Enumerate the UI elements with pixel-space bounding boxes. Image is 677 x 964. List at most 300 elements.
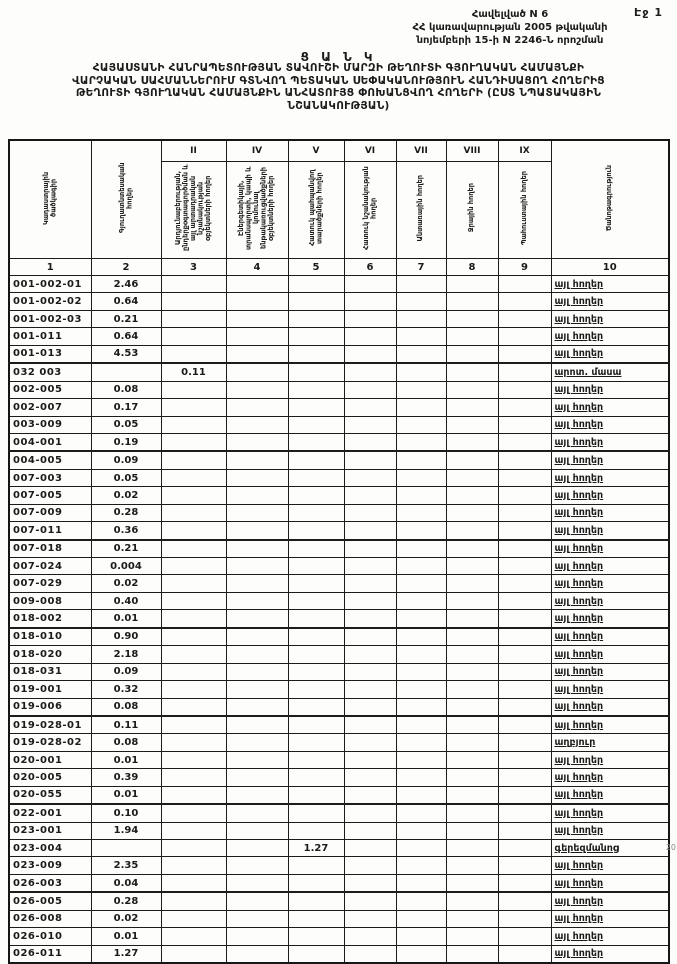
area-reserve-cell bbox=[498, 522, 551, 540]
area-reserve-cell bbox=[498, 416, 551, 433]
area-industrial-cell bbox=[161, 522, 226, 540]
area-energy-transport-cell bbox=[226, 451, 288, 469]
note-cell: այլ հողեր bbox=[551, 822, 669, 839]
area-industrial-cell bbox=[161, 328, 226, 345]
area-special-cell bbox=[344, 487, 396, 504]
note-cell: այլ հողեր bbox=[551, 786, 669, 804]
subtitle-line: ՀԱՅԱՍՏԱՆԻ ՀԱՆՐԱՊԵՏՈՒԹՅԱՆ ՏԱՎՈՒՇԻ ՄԱՐԶԻ ԹԵՂՈՒՏԻ ԳՅՈՒՂԱԿԱՆ ՀԱՄԱՅՆՔԻ bbox=[92, 62, 585, 74]
note-cell: այլ հողեր bbox=[551, 276, 669, 293]
area-industrial-cell bbox=[161, 804, 226, 822]
area-energy-transport-cell bbox=[226, 558, 288, 575]
area-industrial-cell bbox=[161, 416, 226, 433]
area-reserve-cell bbox=[498, 804, 551, 822]
note-cell: այլ հողեր bbox=[551, 698, 669, 716]
cadastral-code-cell: 001-002-03 bbox=[9, 310, 91, 327]
area-water-cell bbox=[446, 416, 498, 433]
area-energy-transport-cell bbox=[226, 716, 288, 734]
table-row bbox=[9, 751, 669, 768]
area-reserve-cell bbox=[498, 769, 551, 786]
table-row bbox=[9, 610, 669, 628]
header-forest-lands bbox=[396, 162, 446, 259]
area-industrial-cell bbox=[161, 276, 226, 293]
area-forest-cell bbox=[396, 328, 446, 345]
column-number: 1 bbox=[9, 259, 91, 276]
note-cell: այլ հողեր bbox=[551, 522, 669, 540]
cadastral-code-cell: 026-003 bbox=[9, 874, 91, 892]
area-energy-transport-cell bbox=[226, 433, 288, 451]
table-row bbox=[9, 769, 669, 786]
cadastral-code-cell: 007-011 bbox=[9, 522, 91, 540]
note-cell: այլ հողեր bbox=[551, 345, 669, 363]
note-cell: այլ հողեր bbox=[551, 469, 669, 486]
note-cell: այլ հողեր bbox=[551, 804, 669, 822]
table-row bbox=[9, 822, 669, 839]
area-special-cell bbox=[344, 874, 396, 892]
area-energy-transport-cell bbox=[226, 328, 288, 345]
area-special-cell bbox=[344, 945, 396, 963]
area-energy-transport-cell bbox=[226, 910, 288, 927]
area-industrial-cell bbox=[161, 399, 226, 416]
header-cadastral-code bbox=[9, 140, 91, 259]
document-title: Ց Ա Ն Կ bbox=[300, 50, 377, 64]
area-reserve-cell bbox=[498, 328, 551, 345]
area-agricultural-cell: 0.32 bbox=[91, 681, 161, 698]
area-energy-transport-cell bbox=[226, 469, 288, 486]
area-protected-cell bbox=[288, 663, 344, 680]
area-water-cell bbox=[446, 345, 498, 363]
header-special-purpose-lands-label: Հատուկ նշանակության հողեր bbox=[361, 166, 377, 250]
table-row bbox=[9, 628, 669, 646]
cadastral-code-cell: 018-010 bbox=[9, 628, 91, 646]
area-industrial-cell bbox=[161, 610, 226, 628]
area-special-cell bbox=[344, 928, 396, 945]
area-reserve-cell bbox=[498, 840, 551, 857]
area-energy-transport-cell bbox=[226, 928, 288, 945]
area-industrial-cell bbox=[161, 910, 226, 927]
area-protected-cell bbox=[288, 892, 344, 910]
area-industrial-cell bbox=[161, 592, 226, 609]
area-water-cell bbox=[446, 558, 498, 575]
area-water-cell bbox=[446, 487, 498, 504]
table-row bbox=[9, 646, 669, 663]
area-forest-cell bbox=[396, 910, 446, 927]
note-cell: այլ հողեր bbox=[551, 558, 669, 575]
area-agricultural-cell: 0.39 bbox=[91, 769, 161, 786]
area-protected-cell bbox=[288, 928, 344, 945]
area-water-cell bbox=[446, 363, 498, 381]
area-energy-transport-cell bbox=[226, 857, 288, 874]
area-protected-cell bbox=[288, 751, 344, 768]
cadastral-code-cell: 009-008 bbox=[9, 592, 91, 609]
area-protected-cell bbox=[288, 399, 344, 416]
area-forest-cell bbox=[396, 487, 446, 504]
column-number: 10 bbox=[551, 259, 669, 276]
area-forest-cell bbox=[396, 646, 446, 663]
area-industrial-cell bbox=[161, 487, 226, 504]
area-water-cell bbox=[446, 840, 498, 857]
area-protected-cell bbox=[288, 628, 344, 646]
area-special-cell bbox=[344, 363, 396, 381]
table-row bbox=[9, 892, 669, 910]
table-row bbox=[9, 575, 669, 592]
area-reserve-cell bbox=[498, 540, 551, 558]
area-agricultural-cell: 0.01 bbox=[91, 928, 161, 945]
cadastral-code-cell: 003-009 bbox=[9, 416, 91, 433]
area-energy-transport-cell bbox=[226, 522, 288, 540]
table-row bbox=[9, 293, 669, 310]
area-forest-cell bbox=[396, 451, 446, 469]
area-water-cell bbox=[446, 716, 498, 734]
area-special-cell bbox=[344, 698, 396, 716]
area-protected-cell bbox=[288, 945, 344, 963]
area-forest-cell bbox=[396, 804, 446, 822]
roman-numeral-IV: IV bbox=[226, 140, 288, 162]
area-agricultural-cell: 0.01 bbox=[91, 751, 161, 768]
table-row bbox=[9, 734, 669, 751]
area-forest-cell bbox=[396, 416, 446, 433]
area-special-cell bbox=[344, 892, 396, 910]
area-water-cell bbox=[446, 681, 498, 698]
header-reserve-lands bbox=[498, 162, 551, 259]
area-water-cell bbox=[446, 504, 498, 521]
area-special-cell bbox=[344, 575, 396, 592]
area-energy-transport-cell bbox=[226, 540, 288, 558]
note-cell: այլ հողեր bbox=[551, 928, 669, 945]
area-water-cell bbox=[446, 734, 498, 751]
column-number: 8 bbox=[446, 259, 498, 276]
area-forest-cell bbox=[396, 363, 446, 381]
area-agricultural-cell: 0.11 bbox=[91, 716, 161, 734]
cadastral-code-cell: 007-018 bbox=[9, 540, 91, 558]
area-forest-cell bbox=[396, 751, 446, 768]
cadastral-code-cell: 020-001 bbox=[9, 751, 91, 768]
area-agricultural-cell: 0.10 bbox=[91, 804, 161, 822]
area-protected-cell bbox=[288, 522, 344, 540]
area-special-cell bbox=[344, 381, 396, 398]
area-forest-cell bbox=[396, 734, 446, 751]
header-agricultural-lands-label: Գյուղատնտեսական հողեր bbox=[117, 162, 133, 234]
note-cell: այլ հողեր bbox=[551, 540, 669, 558]
area-special-cell bbox=[344, 293, 396, 310]
table-row bbox=[9, 363, 669, 381]
header-notes-label: Ծանոթագրություն bbox=[605, 165, 613, 231]
area-agricultural-cell: 0.05 bbox=[91, 469, 161, 486]
roman-numeral-IX: IX bbox=[498, 140, 551, 162]
area-energy-transport-cell bbox=[226, 663, 288, 680]
area-industrial-cell bbox=[161, 469, 226, 486]
table-row bbox=[9, 487, 669, 504]
note-cell: այլ հողեր bbox=[551, 663, 669, 680]
area-protected-cell bbox=[288, 558, 344, 575]
table-row bbox=[9, 469, 669, 486]
area-forest-cell bbox=[396, 928, 446, 945]
cadastral-code-cell: 022-001 bbox=[9, 804, 91, 822]
area-reserve-cell bbox=[498, 433, 551, 451]
area-water-cell bbox=[446, 276, 498, 293]
table-row bbox=[9, 433, 669, 451]
area-energy-transport-cell bbox=[226, 592, 288, 609]
area-water-cell bbox=[446, 945, 498, 963]
area-forest-cell bbox=[396, 874, 446, 892]
table-row bbox=[9, 381, 669, 398]
area-reserve-cell bbox=[498, 734, 551, 751]
page-number-label: Էջ 1 bbox=[634, 6, 663, 19]
note-cell: արոտ. մասա bbox=[551, 363, 669, 381]
table-row bbox=[9, 558, 669, 575]
note-cell: այլ հողեր bbox=[551, 310, 669, 327]
note-cell: աղբյուր bbox=[551, 734, 669, 751]
area-agricultural-cell: 0.28 bbox=[91, 504, 161, 521]
area-industrial-cell bbox=[161, 857, 226, 874]
column-number-row bbox=[9, 259, 669, 276]
area-forest-cell bbox=[396, 469, 446, 486]
area-forest-cell bbox=[396, 504, 446, 521]
area-special-cell bbox=[344, 610, 396, 628]
area-water-cell bbox=[446, 540, 498, 558]
note-cell: այլ հողեր bbox=[551, 399, 669, 416]
area-reserve-cell bbox=[498, 504, 551, 521]
cadastral-code-cell: 019-001 bbox=[9, 681, 91, 698]
table-row bbox=[9, 910, 669, 927]
area-protected-cell bbox=[288, 769, 344, 786]
area-forest-cell bbox=[396, 786, 446, 804]
area-special-cell bbox=[344, 451, 396, 469]
area-agricultural-cell: 0.21 bbox=[91, 540, 161, 558]
area-industrial-cell bbox=[161, 310, 226, 327]
area-special-cell bbox=[344, 804, 396, 822]
area-agricultural-cell: 0.28 bbox=[91, 892, 161, 910]
area-water-cell bbox=[446, 786, 498, 804]
cadastral-code-cell: 019-028-02 bbox=[9, 734, 91, 751]
cadastral-code-cell: 023-009 bbox=[9, 857, 91, 874]
cadastral-code-cell: 007-024 bbox=[9, 558, 91, 575]
area-special-cell bbox=[344, 681, 396, 698]
area-protected-cell bbox=[288, 857, 344, 874]
table-row bbox=[9, 345, 669, 363]
cadastral-code-cell: 023-001 bbox=[9, 822, 91, 839]
note-cell: այլ հողեր bbox=[551, 433, 669, 451]
header-cadastral-code-label: Կադաստրային ծածկագիր bbox=[41, 171, 58, 225]
area-industrial-cell bbox=[161, 540, 226, 558]
area-agricultural-cell: 0.21 bbox=[91, 310, 161, 327]
table-row bbox=[9, 399, 669, 416]
note-cell: այլ հողեր bbox=[551, 857, 669, 874]
area-special-cell bbox=[344, 822, 396, 839]
note-cell: այլ հողեր bbox=[551, 910, 669, 927]
cadastral-code-cell: 007-029 bbox=[9, 575, 91, 592]
area-agricultural-cell: 0.64 bbox=[91, 328, 161, 345]
cadastral-code-cell: 007-009 bbox=[9, 504, 91, 521]
area-special-cell bbox=[344, 433, 396, 451]
area-industrial-cell bbox=[161, 558, 226, 575]
area-forest-cell bbox=[396, 399, 446, 416]
table-row bbox=[9, 928, 669, 945]
cadastral-code-cell: 018-031 bbox=[9, 663, 91, 680]
area-reserve-cell bbox=[498, 874, 551, 892]
area-energy-transport-cell bbox=[226, 399, 288, 416]
column-number: 6 bbox=[344, 259, 396, 276]
area-reserve-cell bbox=[498, 610, 551, 628]
area-forest-cell bbox=[396, 822, 446, 839]
cadastral-code-cell: 026-010 bbox=[9, 928, 91, 945]
table-row bbox=[9, 716, 669, 734]
area-industrial-cell bbox=[161, 433, 226, 451]
area-forest-cell bbox=[396, 592, 446, 609]
area-protected-cell bbox=[288, 416, 344, 433]
header-energy-transport-lands-label: Էներգետիկայի, տրանսպորտի, կապի և կոմունալ ենթակառուցվածքների օբյեկտների հողեր bbox=[237, 166, 276, 250]
area-special-cell bbox=[344, 646, 396, 663]
area-protected-cell bbox=[288, 310, 344, 327]
area-protected-cell bbox=[288, 293, 344, 310]
area-forest-cell bbox=[396, 663, 446, 680]
area-energy-transport-cell bbox=[226, 822, 288, 839]
appendix-reference bbox=[380, 8, 640, 47]
area-special-cell bbox=[344, 663, 396, 680]
area-agricultural-cell: 0.09 bbox=[91, 663, 161, 680]
area-special-cell bbox=[344, 345, 396, 363]
table-body bbox=[9, 276, 669, 964]
appendix-line: ՀՀ կառավարության 2005 թվականի bbox=[412, 22, 608, 33]
area-industrial-cell bbox=[161, 786, 226, 804]
area-agricultural-cell: 0.36 bbox=[91, 522, 161, 540]
area-protected-cell bbox=[288, 681, 344, 698]
area-industrial-cell bbox=[161, 892, 226, 910]
cadastral-code-cell: 026-011 bbox=[9, 945, 91, 963]
note-cell: այլ հողեր bbox=[551, 945, 669, 963]
area-special-cell bbox=[344, 310, 396, 327]
area-water-cell bbox=[446, 469, 498, 486]
area-reserve-cell bbox=[498, 857, 551, 874]
cadastral-code-cell: 018-020 bbox=[9, 646, 91, 663]
area-water-cell bbox=[446, 804, 498, 822]
area-protected-cell bbox=[288, 646, 344, 663]
area-agricultural-cell: 0.04 bbox=[91, 874, 161, 892]
note-cell: այլ հողեր bbox=[551, 681, 669, 698]
note-cell: այլ հողեր bbox=[551, 716, 669, 734]
area-forest-cell bbox=[396, 276, 446, 293]
area-industrial-cell bbox=[161, 874, 226, 892]
area-special-cell bbox=[344, 416, 396, 433]
area-protected-cell bbox=[288, 345, 344, 363]
note-cell: այլ հողեր bbox=[551, 575, 669, 592]
area-energy-transport-cell bbox=[226, 681, 288, 698]
area-agricultural-cell bbox=[91, 840, 161, 857]
area-water-cell bbox=[446, 310, 498, 327]
cadastral-code-cell: 007-003 bbox=[9, 469, 91, 486]
note-cell: այլ հողեր bbox=[551, 892, 669, 910]
area-agricultural-cell: 0.90 bbox=[91, 628, 161, 646]
column-number: 3 bbox=[161, 259, 226, 276]
area-water-cell bbox=[446, 698, 498, 716]
area-forest-cell bbox=[396, 575, 446, 592]
cadastral-code-cell: 001-013 bbox=[9, 345, 91, 363]
area-reserve-cell bbox=[498, 928, 551, 945]
area-water-cell bbox=[446, 874, 498, 892]
area-forest-cell bbox=[396, 310, 446, 327]
area-agricultural-cell: 0.08 bbox=[91, 381, 161, 398]
area-energy-transport-cell bbox=[226, 804, 288, 822]
area-reserve-cell bbox=[498, 363, 551, 381]
area-energy-transport-cell bbox=[226, 840, 288, 857]
area-protected-cell bbox=[288, 716, 344, 734]
area-special-cell bbox=[344, 628, 396, 646]
area-industrial-cell bbox=[161, 734, 226, 751]
area-reserve-cell bbox=[498, 451, 551, 469]
area-industrial-cell bbox=[161, 769, 226, 786]
area-protected-cell bbox=[288, 610, 344, 628]
table-row bbox=[9, 786, 669, 804]
area-industrial-cell bbox=[161, 928, 226, 945]
area-agricultural-cell: 0.01 bbox=[91, 610, 161, 628]
table-row bbox=[9, 522, 669, 540]
area-protected-cell bbox=[288, 874, 344, 892]
area-agricultural-cell: 0.64 bbox=[91, 293, 161, 310]
area-agricultural-cell: 2.35 bbox=[91, 857, 161, 874]
cadastral-code-cell: 007-005 bbox=[9, 487, 91, 504]
area-protected-cell bbox=[288, 504, 344, 521]
roman-numeral-VI: VI bbox=[344, 140, 396, 162]
table-row bbox=[9, 451, 669, 469]
area-water-cell bbox=[446, 399, 498, 416]
note-cell: այլ հողեր bbox=[551, 328, 669, 345]
cadastral-code-cell: 026-008 bbox=[9, 910, 91, 927]
area-protected-cell bbox=[288, 592, 344, 609]
area-agricultural-cell: 0.19 bbox=[91, 433, 161, 451]
area-water-cell bbox=[446, 592, 498, 609]
area-industrial-cell bbox=[161, 381, 226, 398]
table-header bbox=[9, 140, 669, 276]
header-energy-transport-lands bbox=[226, 162, 288, 259]
subtitle-line: ՆՇԱՆԱԿՈՒԹՅԱՆ) bbox=[287, 99, 390, 112]
cadastral-code-cell: 023-004 bbox=[9, 840, 91, 857]
area-energy-transport-cell bbox=[226, 276, 288, 293]
area-industrial-cell bbox=[161, 751, 226, 768]
area-agricultural-cell: 0.02 bbox=[91, 910, 161, 927]
area-reserve-cell bbox=[498, 751, 551, 768]
area-forest-cell bbox=[396, 540, 446, 558]
note-cell: այլ հողեր bbox=[551, 293, 669, 310]
note-cell: այլ հողեր bbox=[551, 451, 669, 469]
area-protected-cell bbox=[288, 451, 344, 469]
area-energy-transport-cell bbox=[226, 416, 288, 433]
area-agricultural-cell: 0.02 bbox=[91, 487, 161, 504]
area-protected-cell bbox=[288, 822, 344, 839]
area-forest-cell bbox=[396, 433, 446, 451]
area-energy-transport-cell bbox=[226, 874, 288, 892]
area-water-cell bbox=[446, 928, 498, 945]
area-industrial-cell bbox=[161, 840, 226, 857]
area-energy-transport-cell bbox=[226, 293, 288, 310]
table-row bbox=[9, 663, 669, 680]
area-special-cell bbox=[344, 734, 396, 751]
roman-numeral-II: II bbox=[161, 140, 226, 162]
area-energy-transport-cell bbox=[226, 487, 288, 504]
area-forest-cell bbox=[396, 628, 446, 646]
document-subtitle bbox=[4, 62, 673, 112]
roman-numeral-V: V bbox=[288, 140, 344, 162]
area-energy-transport-cell bbox=[226, 628, 288, 646]
table-row bbox=[9, 328, 669, 345]
area-forest-cell bbox=[396, 769, 446, 786]
area-energy-transport-cell bbox=[226, 892, 288, 910]
cadastral-code-cell: 002-007 bbox=[9, 399, 91, 416]
area-forest-cell bbox=[396, 945, 446, 963]
area-industrial-cell bbox=[161, 646, 226, 663]
cadastral-code-cell: 001-002-02 bbox=[9, 293, 91, 310]
header-notes bbox=[551, 140, 669, 259]
area-special-cell bbox=[344, 786, 396, 804]
column-number: 5 bbox=[288, 259, 344, 276]
